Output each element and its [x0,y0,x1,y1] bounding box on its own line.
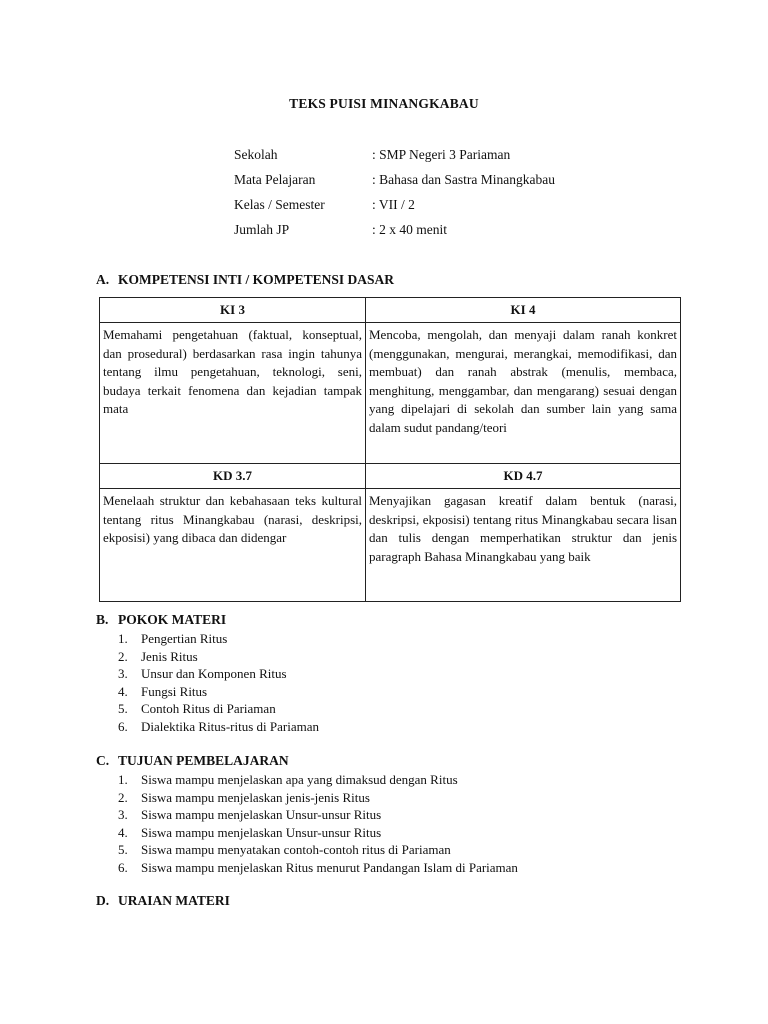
info-value: : Bahasa dan Sastra Minangkabau [372,172,555,187]
list-text: Siswa mampu menjelaskan Unsur-unsur Ritus [141,824,382,840]
list-number: 5. [118,842,128,858]
section-d-heading [96,893,230,909]
list-text: Siswa mampu menyatakan contoh-contoh ritus di Pariaman [141,842,451,858]
table-row-kd-content [100,489,681,602]
list-text: Pengertian Ritus [141,631,228,646]
list-text: Unsur dan Komponen Ritus [141,666,287,682]
list-item [118,700,319,718]
list-item [118,771,518,789]
list-number: 6. [118,859,128,875]
list-number: 1. [118,772,128,787]
section-title: URAIAN MATERI [118,893,230,908]
list-number: 4. [118,683,128,699]
list-number: 5. [118,701,128,717]
section-b-heading [96,612,226,628]
list-item [118,665,319,683]
list-item [118,824,518,842]
info-row-sekolah [234,147,555,172]
kd47-header: KD 4.7 [366,464,681,489]
info-value: : 2 x 40 menit [372,222,447,237]
section-a-heading [96,272,394,288]
section-title: POKOK MATERI [118,612,227,627]
list-number: 3. [118,666,128,682]
ki3-text: Memahami pengetahuan (faktual, konseptual, dan prosedural) berdasarkan rasa ingin tahunya tentang ilmu pengetahuan, teknologi, seni, budaya terkait fenomena dan kejadian tampak mata [100,323,366,464]
table-row-ki-header [100,298,681,323]
list-item [118,806,518,824]
info-label: Mata Pelajaran [234,172,316,187]
ki3-header: KI 3 [100,298,366,323]
ki4-header: KI 4 [366,298,681,323]
list-number: 2. [118,648,128,664]
info-block [234,147,555,247]
list-text: Siswa mampu menjelaskan Unsur-unsur Ritus [141,807,382,823]
list-item [118,789,518,807]
section-c-heading [96,753,289,769]
info-row-mata-pelajaran [234,172,555,197]
table-row-ki-content [100,323,681,464]
section-letter: B. [96,612,109,627]
info-value: : VII / 2 [372,197,415,212]
kd47-text: Menyajikan gagasan kreatif dalam bentuk (narasi, deskripsi, ekposisi) tentang ritus Minangkabau secara lisan dan tulis dengan memperhatikan struktur dan jenis paragraph Bahasa Minangkabau yang baik [366,489,681,602]
list-item [118,648,319,666]
info-label: Jumlah JP [234,222,290,237]
pokok-materi-list [118,630,319,736]
document-title: TEKS PUISI MINANGKABAU [289,96,479,111]
list-number: 3. [118,807,128,823]
list-text: Siswa mampu menjelaskan apa yang dimaksud dengan Ritus [141,772,458,787]
list-item [118,841,518,859]
list-text: Dialektika Ritus-ritus di Pariaman [141,718,319,734]
kd37-text: Menelaah struktur dan kebahasaan teks kultural tentang ritus Minangkabau (narasi, deskripsi, ekposisi) yang dibaca dan didengar [100,489,366,602]
info-row-jumlah-jp [234,222,555,247]
info-label: Kelas / Semester [234,197,325,212]
section-title: KOMPETENSI INTI / KOMPETENSI DASAR [118,272,395,287]
kd37-header: KD 3.7 [100,464,366,489]
section-letter: A. [96,272,110,287]
list-item [118,630,319,648]
list-text: Contoh Ritus di Pariaman [141,701,276,717]
list-text: Siswa mampu menjelaskan Ritus menurut Pandangan Islam di Pariaman [141,859,518,875]
table-row-kd-header [100,464,681,489]
ki4-text: Mencoba, mengolah, dan menyaji dalam ranah konkret (menggunakan, mengurai, merangkai, memodifikasi, dan membuat) dan ranah abstrak (menulis, membaca, menghitung, menggambar, dan mengarang) sesuai dengan yang dipelajari di sekolah dan sumber lain yang sama dalam sudut pandang/teori [366,323,681,464]
section-letter: D. [96,893,110,908]
list-number: 6. [118,718,128,734]
list-number: 2. [118,789,128,805]
info-value: : SMP Negeri 3 Pariaman [372,147,511,162]
info-label: Sekolah [234,147,278,162]
section-title: TUJUAN PEMBELAJARAN [118,753,289,768]
tujuan-pembelajaran-list [118,771,518,877]
list-number: 4. [118,824,128,840]
list-item [118,718,319,736]
competency-table [99,297,681,602]
info-row-kelas-semester [234,197,555,222]
list-item [118,859,518,877]
list-text: Jenis Ritus [141,648,198,664]
section-letter: C. [96,753,110,768]
list-item [118,683,319,701]
list-text: Siswa mampu menjelaskan jenis-jenis Ritus [141,789,370,805]
list-number: 1. [118,631,128,646]
list-text: Fungsi Ritus [141,683,208,699]
